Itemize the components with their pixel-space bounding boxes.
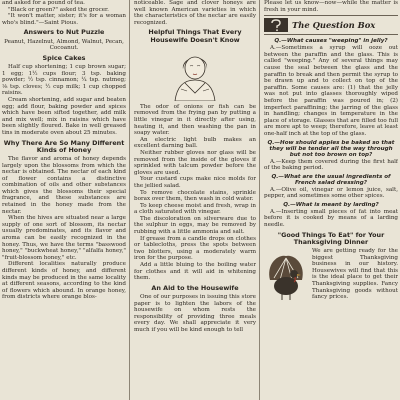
column-right bbox=[264, 0, 398, 400]
puzzle-answers: Peanut, Hazelnut, Almond, Walnut, Pecan, Cocoanut. bbox=[4, 38, 124, 52]
tip-item: To remove chocolate stains, sprinkle borax over them, then wash in cold water. bbox=[134, 189, 256, 203]
question-box-banner bbox=[264, 15, 398, 35]
question: Q.—What is meant by larding? bbox=[283, 201, 379, 208]
helpful-heading: Helpful Things That Every Housewife Doesn't Know bbox=[148, 28, 242, 44]
turkey-illustration bbox=[264, 250, 308, 302]
column-middle bbox=[134, 0, 256, 400]
honey-paragraph: When the hives are situated near a large supply of one sort of blossom, its nectar usually predominates, and its flavor and aroma can be easily recognized in the honey. Thus, we have the terms "basswood honey," "buckwheat honey," "alfalfa honey," "fruit-blossom honey," etc. bbox=[2, 215, 126, 261]
answer: A.—Olive oil, vinegar or lemon juice, salt, pepper, and sometimes some other spices. bbox=[264, 186, 398, 200]
honey-paragraph: Different localities naturally produce different kinds of honey, and different kinds may be produced in the same locality at different seasons, according to the kind of flowers which abound. In orange honey, from districts where orange blos- bbox=[2, 261, 126, 301]
thanksgiving-heading: "Good Things To Eat" for Your Thanksgiving Dinner bbox=[277, 230, 385, 246]
honey-continued: noticeable. Sage and clover honeys are well known American varieties in which the characteristics of the nectar are easily recognized. bbox=[134, 0, 256, 26]
tip-item: Neither rubber gloves nor glass will be removed from the inside of the gloves if sprinkled with talcum powder before the gloves are used. bbox=[134, 149, 256, 176]
puzzle-heading: Answers to Nut Puzzle bbox=[23, 28, 105, 37]
aid-continued: Please let us know—now—while the matter is fresh in your mind. bbox=[264, 0, 398, 13]
tip-item: To keep cheese moist and fresh, wrap in a cloth saturated with vinegar. bbox=[134, 202, 256, 216]
answer: A.—Inserting small pieces of fat into meat before it is cooked by means of a larding needle. bbox=[264, 208, 398, 229]
recipe-heading: Spice Cakes bbox=[42, 53, 86, 62]
thanksgiving-paragraph: We are getting ready for the biggest Thanksgiving business in our history. Housewives will find that this is the ideal place to get their Thanksgiving supplies. Fancy Thanksgiving goods without fancy prices. bbox=[312, 248, 398, 301]
column-left bbox=[2, 0, 126, 400]
tip-item: The discoloration on silverware due to the sulphur in eggs, may be removed by rubbing with a little ammonia and salt. bbox=[134, 215, 256, 236]
recipe-ingredients: Half cup shortening; 1 cup brown sugar; 1 egg; 1½ cups flour; 3 tsp. baking powder; ½ tsp. cinnamon; ¼ tsp. nutmeg; ⅛ tsp. cloves; ½ cup milk; 1 cup chopped raisins. bbox=[2, 63, 126, 97]
column-divider bbox=[259, 0, 260, 400]
question-mark-icon bbox=[264, 18, 288, 32]
question: Q.—What are the usual ingredients of French salad dressing? bbox=[271, 173, 391, 186]
tip-item: The odor of onions or fish can be removed from the frying pan by putting a little vinegar in it directly after using, heating it, and then washing the pan in soapy water. bbox=[134, 103, 256, 137]
honey-paragraph: The flavor and aroma of honey depends largely upon the blossoms from which the nectar is obtained. The nectar of each kind of flower contains a distinctive combination of oils and other substances which gives the blossoms their special fragrance, and these substances are retained in the honey made from the nectar. bbox=[2, 155, 126, 215]
tip-item: Add a little bluing to the boiling water for clothes and it will aid in whitening them. bbox=[134, 262, 256, 282]
story-line: "It won't matter, sister; it's for a woman who's blind."—Saint Pious. bbox=[2, 13, 126, 26]
housewife-illustration bbox=[167, 47, 223, 101]
story-line: and asked for a pound of tea. bbox=[2, 0, 85, 6]
question-box-title: The Question Box bbox=[292, 20, 376, 31]
tip-item: An electric light bulb makes an excellent darning ball. bbox=[134, 136, 256, 150]
recipe-method: Cream shortening, add sugar and beaten egg; add flour, baking powder and spices which have been sifted together, add milk and mix well; mix in raisins which have been slightly floured. Bake in well greased tins in moderate oven about 25 minutes. bbox=[2, 96, 126, 136]
story-line: "Black or green?" asked the grocer. bbox=[8, 6, 109, 13]
aid-paragraph: One of our purposes in issuing this store paper is to lighten the labors of the housewife on whom rests the responsibility of providing three meals every day. We shall appreciate it very much if you will be kind enough to tell bbox=[134, 294, 256, 333]
column-divider bbox=[129, 0, 130, 400]
tip-item: If grease from a candle drops on clothes or tablecloths, press the spots between two blotters, using a moderately warm iron for the purpose. bbox=[134, 235, 256, 262]
question: Q.—What causes "weeping" in jelly? bbox=[274, 38, 388, 45]
answer: A.—Sometimes a syrup will ooze out between the paraffin and the glass. This is called "weeping." Any of several things may cause the seal between the glass and the paraffin to break and then permit the syrup to be drawn up and to collect on top of the paraffin. Some causes are: (1) that the jelly was not put into glasses thoroughly wiped before the paraffin was poured in; (2) imperfect paraffining; the jarring of the glass in handling; changes in temperature in the place of storage. Glasses that are filled too full are more apt to weep; therefore, leave at least one-half inch at the top of the glass. bbox=[264, 45, 398, 137]
question: Q.—How should apples be baked so that they will be tender all the way through but not too brown on top? bbox=[267, 139, 395, 158]
answer: A.—Keep them covered during the first half of the baking period. bbox=[264, 158, 398, 172]
honey-heading: Why There Are So Many Different Kinds of Honey bbox=[3, 138, 125, 154]
aid-heading: An Aid to the Housewife bbox=[151, 283, 239, 292]
tip-item: Your custard cups make nice molds for the jellied salad. bbox=[134, 176, 256, 189]
